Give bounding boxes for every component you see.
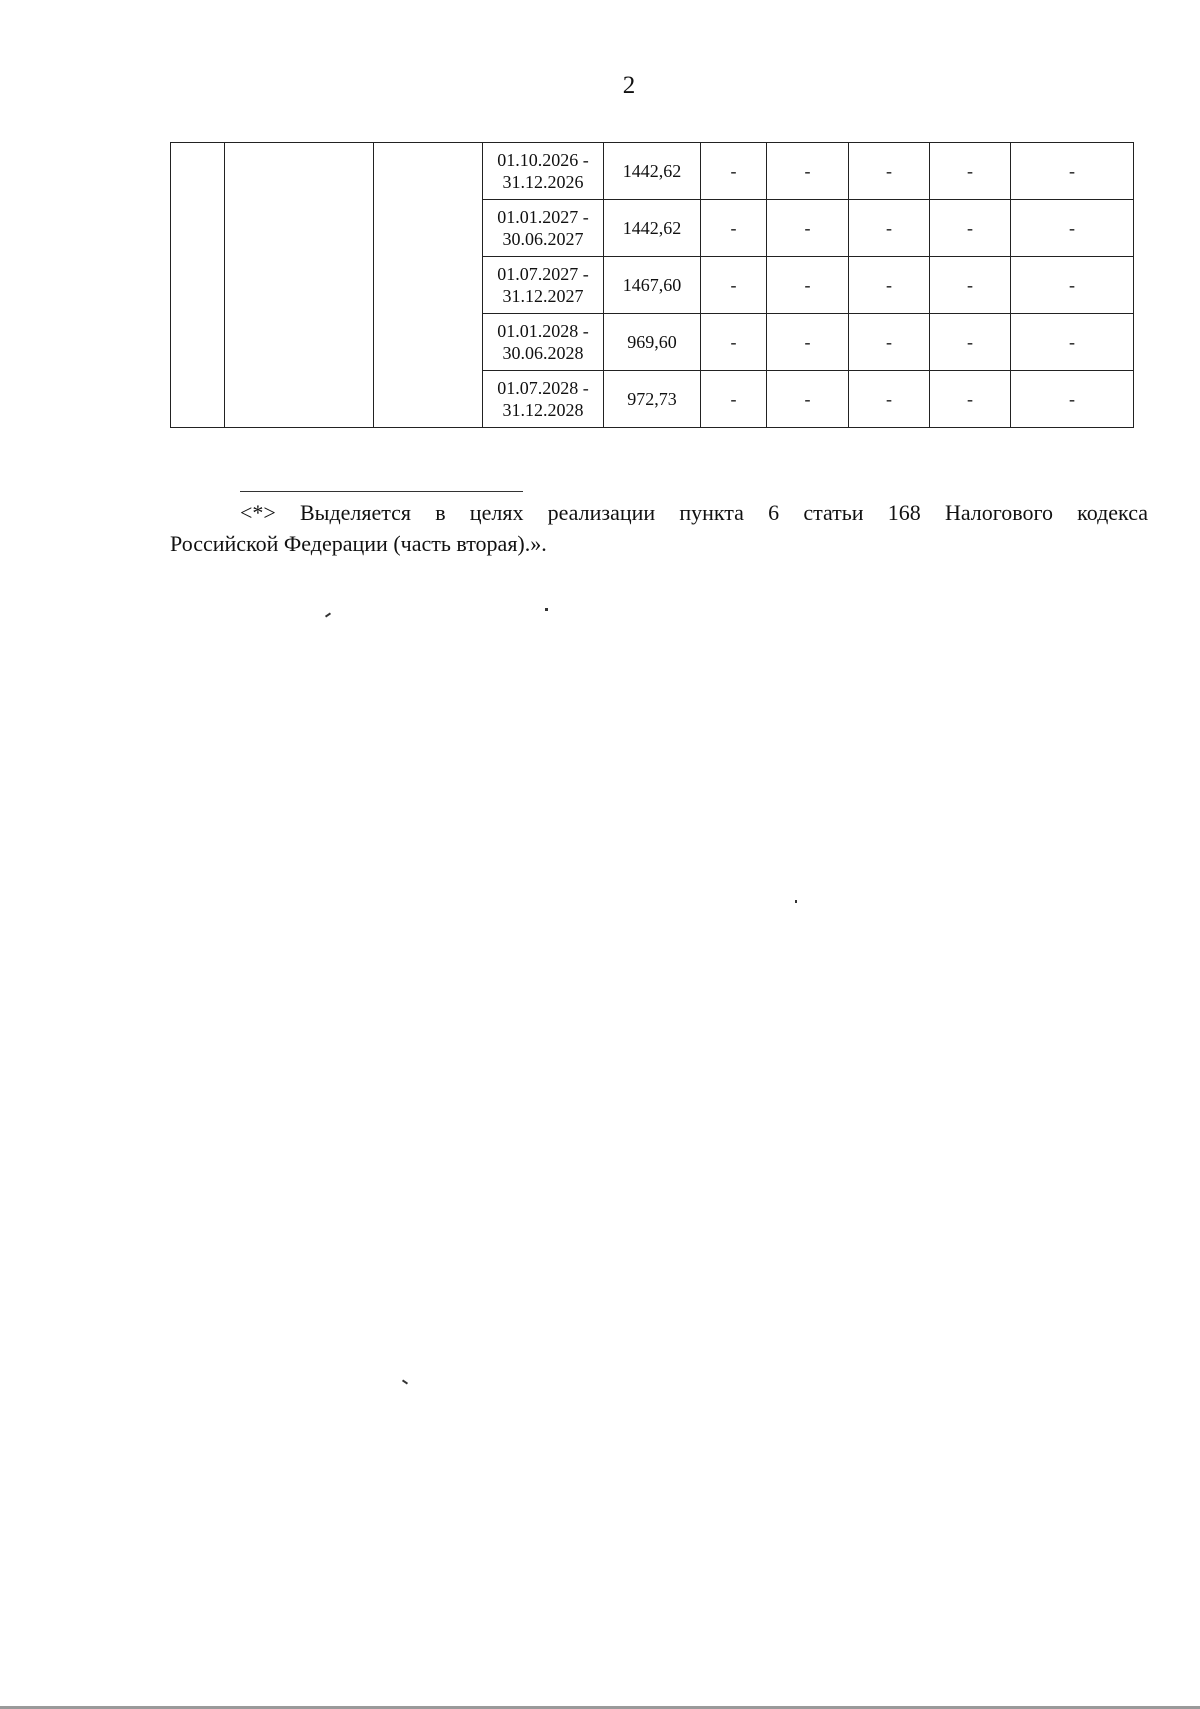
dash-cell: - bbox=[930, 371, 1011, 428]
dash-cell: - bbox=[767, 143, 849, 200]
dash-cell: - bbox=[701, 314, 767, 371]
page-number: 2 bbox=[622, 72, 636, 99]
table-body bbox=[171, 143, 1134, 428]
dash-cell: - bbox=[1011, 314, 1134, 371]
dash-cell: - bbox=[1011, 371, 1134, 428]
period-end: 30.06.2027 bbox=[502, 229, 584, 249]
tariff-value-cell: 972,73 bbox=[604, 371, 701, 428]
tariff-value-cell: 1467,60 bbox=[604, 257, 701, 314]
dash-cell: - bbox=[767, 371, 849, 428]
footnote-line-1: <*> Выделяется в целях реализации пункта 6 статьи 168 Налогового кодекса bbox=[240, 500, 1148, 525]
period-start: 01.07.2027 - bbox=[497, 264, 589, 284]
tariff-value-cell: 1442,62 bbox=[604, 143, 701, 200]
period-start: 01.07.2028 - bbox=[497, 378, 589, 398]
tariff-table bbox=[170, 142, 1134, 428]
dash-cell: - bbox=[1011, 200, 1134, 257]
period-start: 01.01.2027 - bbox=[497, 207, 589, 227]
dash-cell: - bbox=[930, 143, 1011, 200]
scan-speck bbox=[545, 608, 548, 611]
period-cell bbox=[483, 200, 604, 257]
period-start: 01.10.2026 - bbox=[497, 150, 589, 170]
dash-cell: - bbox=[701, 200, 767, 257]
footnote-separator bbox=[240, 491, 523, 492]
scan-speck bbox=[402, 1379, 408, 1384]
dash-cell: - bbox=[849, 257, 930, 314]
footnote-line-2: Российской Федерации (часть вторая).». bbox=[170, 531, 547, 556]
period-end: 31.12.2026 bbox=[502, 172, 584, 192]
period-end: 31.12.2027 bbox=[502, 286, 584, 306]
dash-cell: - bbox=[1011, 143, 1134, 200]
dash-cell: - bbox=[849, 200, 930, 257]
dash-cell: - bbox=[930, 200, 1011, 257]
merged-cell-category bbox=[374, 143, 483, 428]
tariff-value-cell: 969,60 bbox=[604, 314, 701, 371]
merged-cell-name bbox=[225, 143, 374, 428]
dash-cell: - bbox=[767, 257, 849, 314]
period-start: 01.01.2028 - bbox=[497, 321, 589, 341]
period-cell bbox=[483, 371, 604, 428]
dash-cell: - bbox=[701, 257, 767, 314]
dash-cell: - bbox=[930, 314, 1011, 371]
scan-speck bbox=[325, 612, 331, 617]
merged-cell-number bbox=[171, 143, 225, 428]
dash-cell: - bbox=[849, 143, 930, 200]
period-cell bbox=[483, 314, 604, 371]
dash-cell: - bbox=[930, 257, 1011, 314]
dash-cell: - bbox=[767, 200, 849, 257]
dash-cell: - bbox=[849, 314, 930, 371]
scan-speck bbox=[795, 900, 797, 903]
dash-cell: - bbox=[701, 371, 767, 428]
dash-cell: - bbox=[849, 371, 930, 428]
period-cell bbox=[483, 143, 604, 200]
dash-cell: - bbox=[1011, 257, 1134, 314]
period-cell bbox=[483, 257, 604, 314]
table-row bbox=[171, 143, 1134, 200]
tariff-value-cell: 1442,62 bbox=[604, 200, 701, 257]
footnote bbox=[170, 497, 1148, 559]
period-end: 31.12.2028 bbox=[502, 400, 584, 420]
dash-cell: - bbox=[767, 314, 849, 371]
period-end: 30.06.2028 bbox=[502, 343, 584, 363]
dash-cell: - bbox=[701, 143, 767, 200]
